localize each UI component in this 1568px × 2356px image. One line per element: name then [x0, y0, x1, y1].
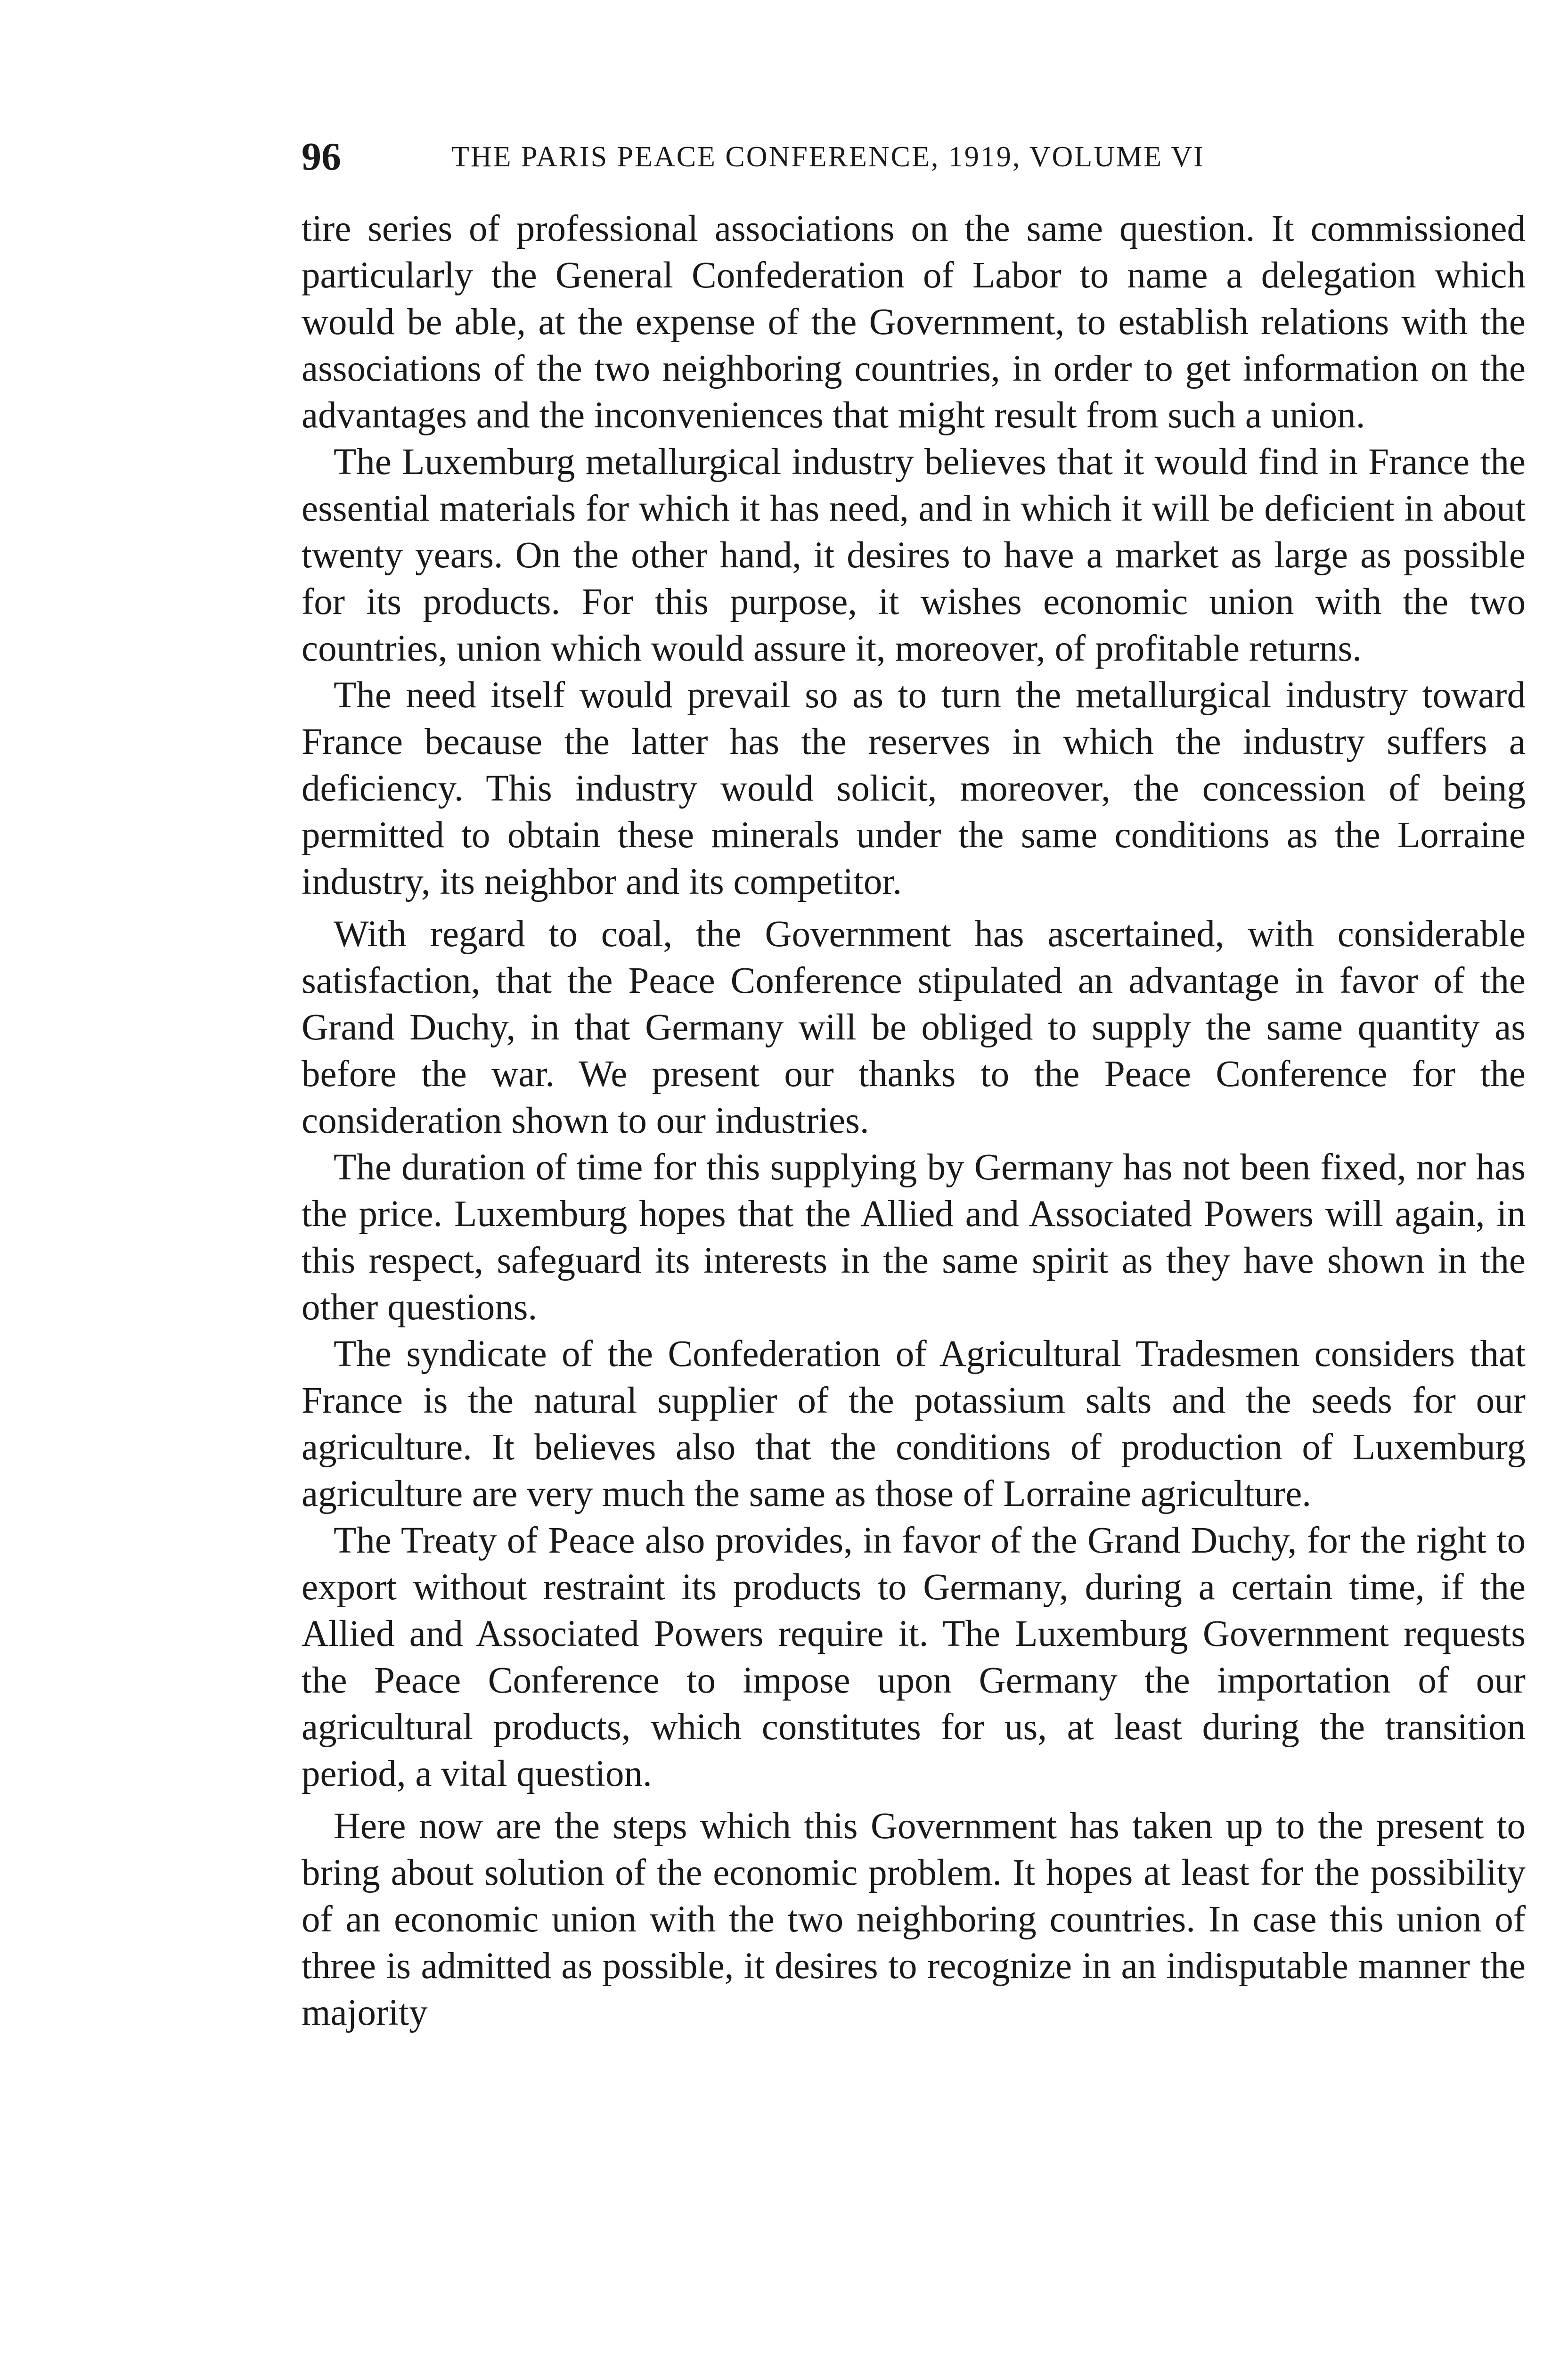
paragraph-metallurgical-industry: The Luxemburg metallurgical industry believes that it would find in France the essential materials for which it has need, and in which it will be deficient in about twenty years. On the other hand, it desires to have a market as large as possible for its products. For this purpose, it wishes economic union with the two countries, union which would assure it, moreover, of profitable returns. — [302, 442, 1526, 669]
paragraph-need-itself: The need itself would prevail so as to turn the metallurgical industry toward France because the latter has the reserves in which the industry suffers a deficiency. This industry would solicit, moreover, the concession of being permitted to obtain these minerals under the same conditions as the Lorraine industry, its neighbor and its competitor. — [302, 675, 1526, 902]
paragraph-syndicate: The syndicate of the Confederation of Agricultural Tradesmen considers that France is the natural supplier of the potassium salts and the seeds for our agriculture. It believes also that the conditions of production of Luxemburg agriculture are very much the same as those of Lorraine agriculture. — [302, 1333, 1526, 1514]
running-title: THE PARIS PEACE CONFERENCE, 1919, VOLUME VI — [451, 141, 1205, 173]
paragraph-continued: tire series of professional associations on the same question. It commissioned particularly the General Confederation of Labor to name a delegation which would be able, at the expense of the Government, to establish relations with the associations of the two neighboring countries, in order to get information on the advantages and the inconveniences that might result from such a union. — [302, 208, 1526, 436]
paragraph-steps-taken: Here now are the steps which this Government has taken up to the present to bring about solution of the economic problem. It hopes at least for the possibility of an economic union with the two neighboring countries. In case this union of three is admitted as possible, it desires to recognize in an indisputable manner the majority — [302, 1806, 1526, 2033]
running-header — [302, 131, 1536, 183]
paragraph-treaty-of-peace: The Treaty of Peace also provides, in favor of the Grand Duchy, for the right to export without restraint its products to Germany, during a certain time, if the Allied and Associated Powers require it. The Luxemburg Government requests the Peace Conference to impose upon Germany the importation of our agricultural products, which constitutes for us, at least during the transition period, a vital question. — [302, 1520, 1526, 1794]
body-text — [302, 205, 1526, 2036]
paragraph-duration: The duration of time for this supplying by Germany has not been fixed, nor has the price. Luxemburg hopes that the Allied and Associated Powers will again, in this respect, safeguard its interests in the same spirit as they have shown in the other questions. — [302, 1147, 1526, 1328]
page-number: 96 — [302, 135, 341, 179]
paragraph-coal: With regard to coal, the Government has ascertained, with considerable satisfaction, that the Peace Conference stipulated an advantage in favor of the Grand Duchy, in that Germany will be obliged to supply the same quantity as before the war. We present our thanks to the Peace Conference for the consideration shown to our industries. — [302, 914, 1526, 1141]
